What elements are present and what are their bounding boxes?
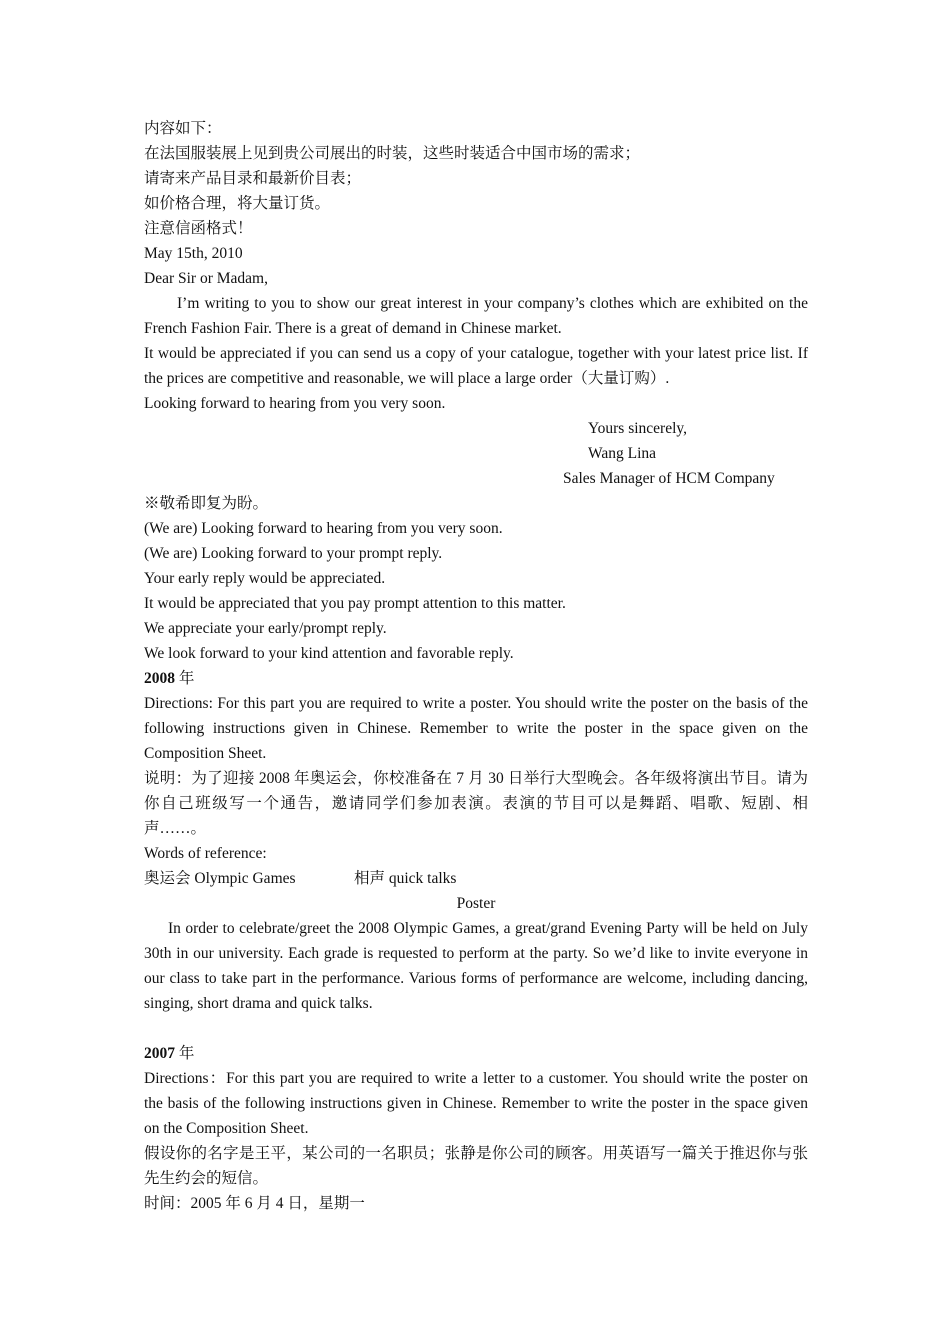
poster-title: Poster [456, 895, 496, 912]
reference-term: 奥运会 Olympic Games [144, 870, 296, 887]
letter-body-paragraph: Looking forward to hearing from you very soon. [144, 395, 446, 412]
section-heading-2008 [144, 666, 808, 691]
section-year-suffix: 年 [175, 670, 195, 687]
section-year-suffix: 年 [175, 1045, 195, 1062]
letter-body-paragraph: It would be appreciated if you can send us a copy of your catalogue, together with your latest price list. If the prices are competitive and reasonable, we will place a large order（大量订购）. [144, 345, 808, 387]
instruction-paragraph: 假设你的名字是王平，某公司的一名职员；张静是你公司的顾客。用英语写一篇关于推迟你与张先生约会的短信。 [144, 1145, 808, 1187]
phrase-item: It would be appreciated that you pay prompt attention to this matter. [144, 595, 566, 612]
letter-body-paragraph: I’m writing to you to show our great interest in your company’s clothes which are exhibited on the French Fashion Fair. There is a great of demand in Chinese market. [144, 295, 808, 337]
letter-closing: Yours sincerely, [588, 420, 688, 437]
phrases-header: ※敬希即复为盼。 [144, 495, 269, 512]
section-year: 2007 [144, 1045, 175, 1062]
letter-signature-title: Sales Manager of HCM Company [563, 470, 775, 487]
prompt-line: 内容如下： [144, 120, 222, 137]
phrase-item: (We are) Looking forward to hearing from you very soon. [144, 520, 503, 537]
letter-salutation: Dear Sir or Madam, [144, 270, 268, 287]
words-of-reference-label: Words of reference: [144, 845, 267, 862]
reference-term: 相声 quick talks [354, 870, 457, 887]
directions-paragraph: Directions：For this part you are required to write a letter to a customer. You should write the poster on the basis of the following instructions given in Chinese. Remember to write the poster in the space given on the Composition Sheet. [144, 1070, 808, 1137]
prompt-line: 请寄来产品目录和最新价目表； [144, 170, 362, 187]
spacer [144, 1016, 808, 1041]
phrase-item: We appreciate your early/prompt reply. [144, 620, 387, 637]
prompt-line: 如价格合理，将大量订货。 [144, 195, 331, 212]
document-content [144, 116, 808, 1216]
letter-date: May 15th, 2010 [144, 245, 243, 262]
phrase-item: (We are) Looking forward to your prompt reply. [144, 545, 443, 562]
section-heading-2007 [144, 1041, 808, 1066]
section-year: 2008 [144, 670, 175, 687]
reference-row [144, 866, 808, 891]
directions-paragraph: Directions: For this part you are required to write a poster. You should write the poster on the basis of the following instructions given in Chinese. Remember to write the poster in the space given on the Composition Sheet. [144, 695, 808, 762]
instruction-paragraph: 说明：为了迎接 2008 年奥运会，你校准备在 7 月 30 日举行大型晚会。各年级将演出节目。请为你自己班级写一个通告，邀请同学们参加表演。表演的节目可以是舞蹈、唱歌、短剧、相声……。 [144, 770, 808, 837]
time-line: 时间：2005 年 6 月 4 日，星期一 [144, 1195, 365, 1212]
phrase-item: We look forward to your kind attention and favorable reply. [144, 645, 514, 662]
prompt-line: 注意信函格式！ [144, 220, 253, 237]
prompt-line: 在法国服装展上见到贵公司展出的时装，这些时装适合中国市场的需求； [144, 145, 641, 162]
poster-body: In order to celebrate/greet the 2008 Olympic Games, a great/grand Evening Party will be held on July 30th in our university. Each grade is requested to perform at the party. So we’d like to invite everyone in our class to take part in the performance. Various forms of performance are welcome, including dancing, singing, short drama and quick talks. [144, 920, 808, 1012]
phrase-item: Your early reply would be appreciated. [144, 570, 386, 587]
letter-signature-name: Wang Lina [588, 445, 657, 462]
